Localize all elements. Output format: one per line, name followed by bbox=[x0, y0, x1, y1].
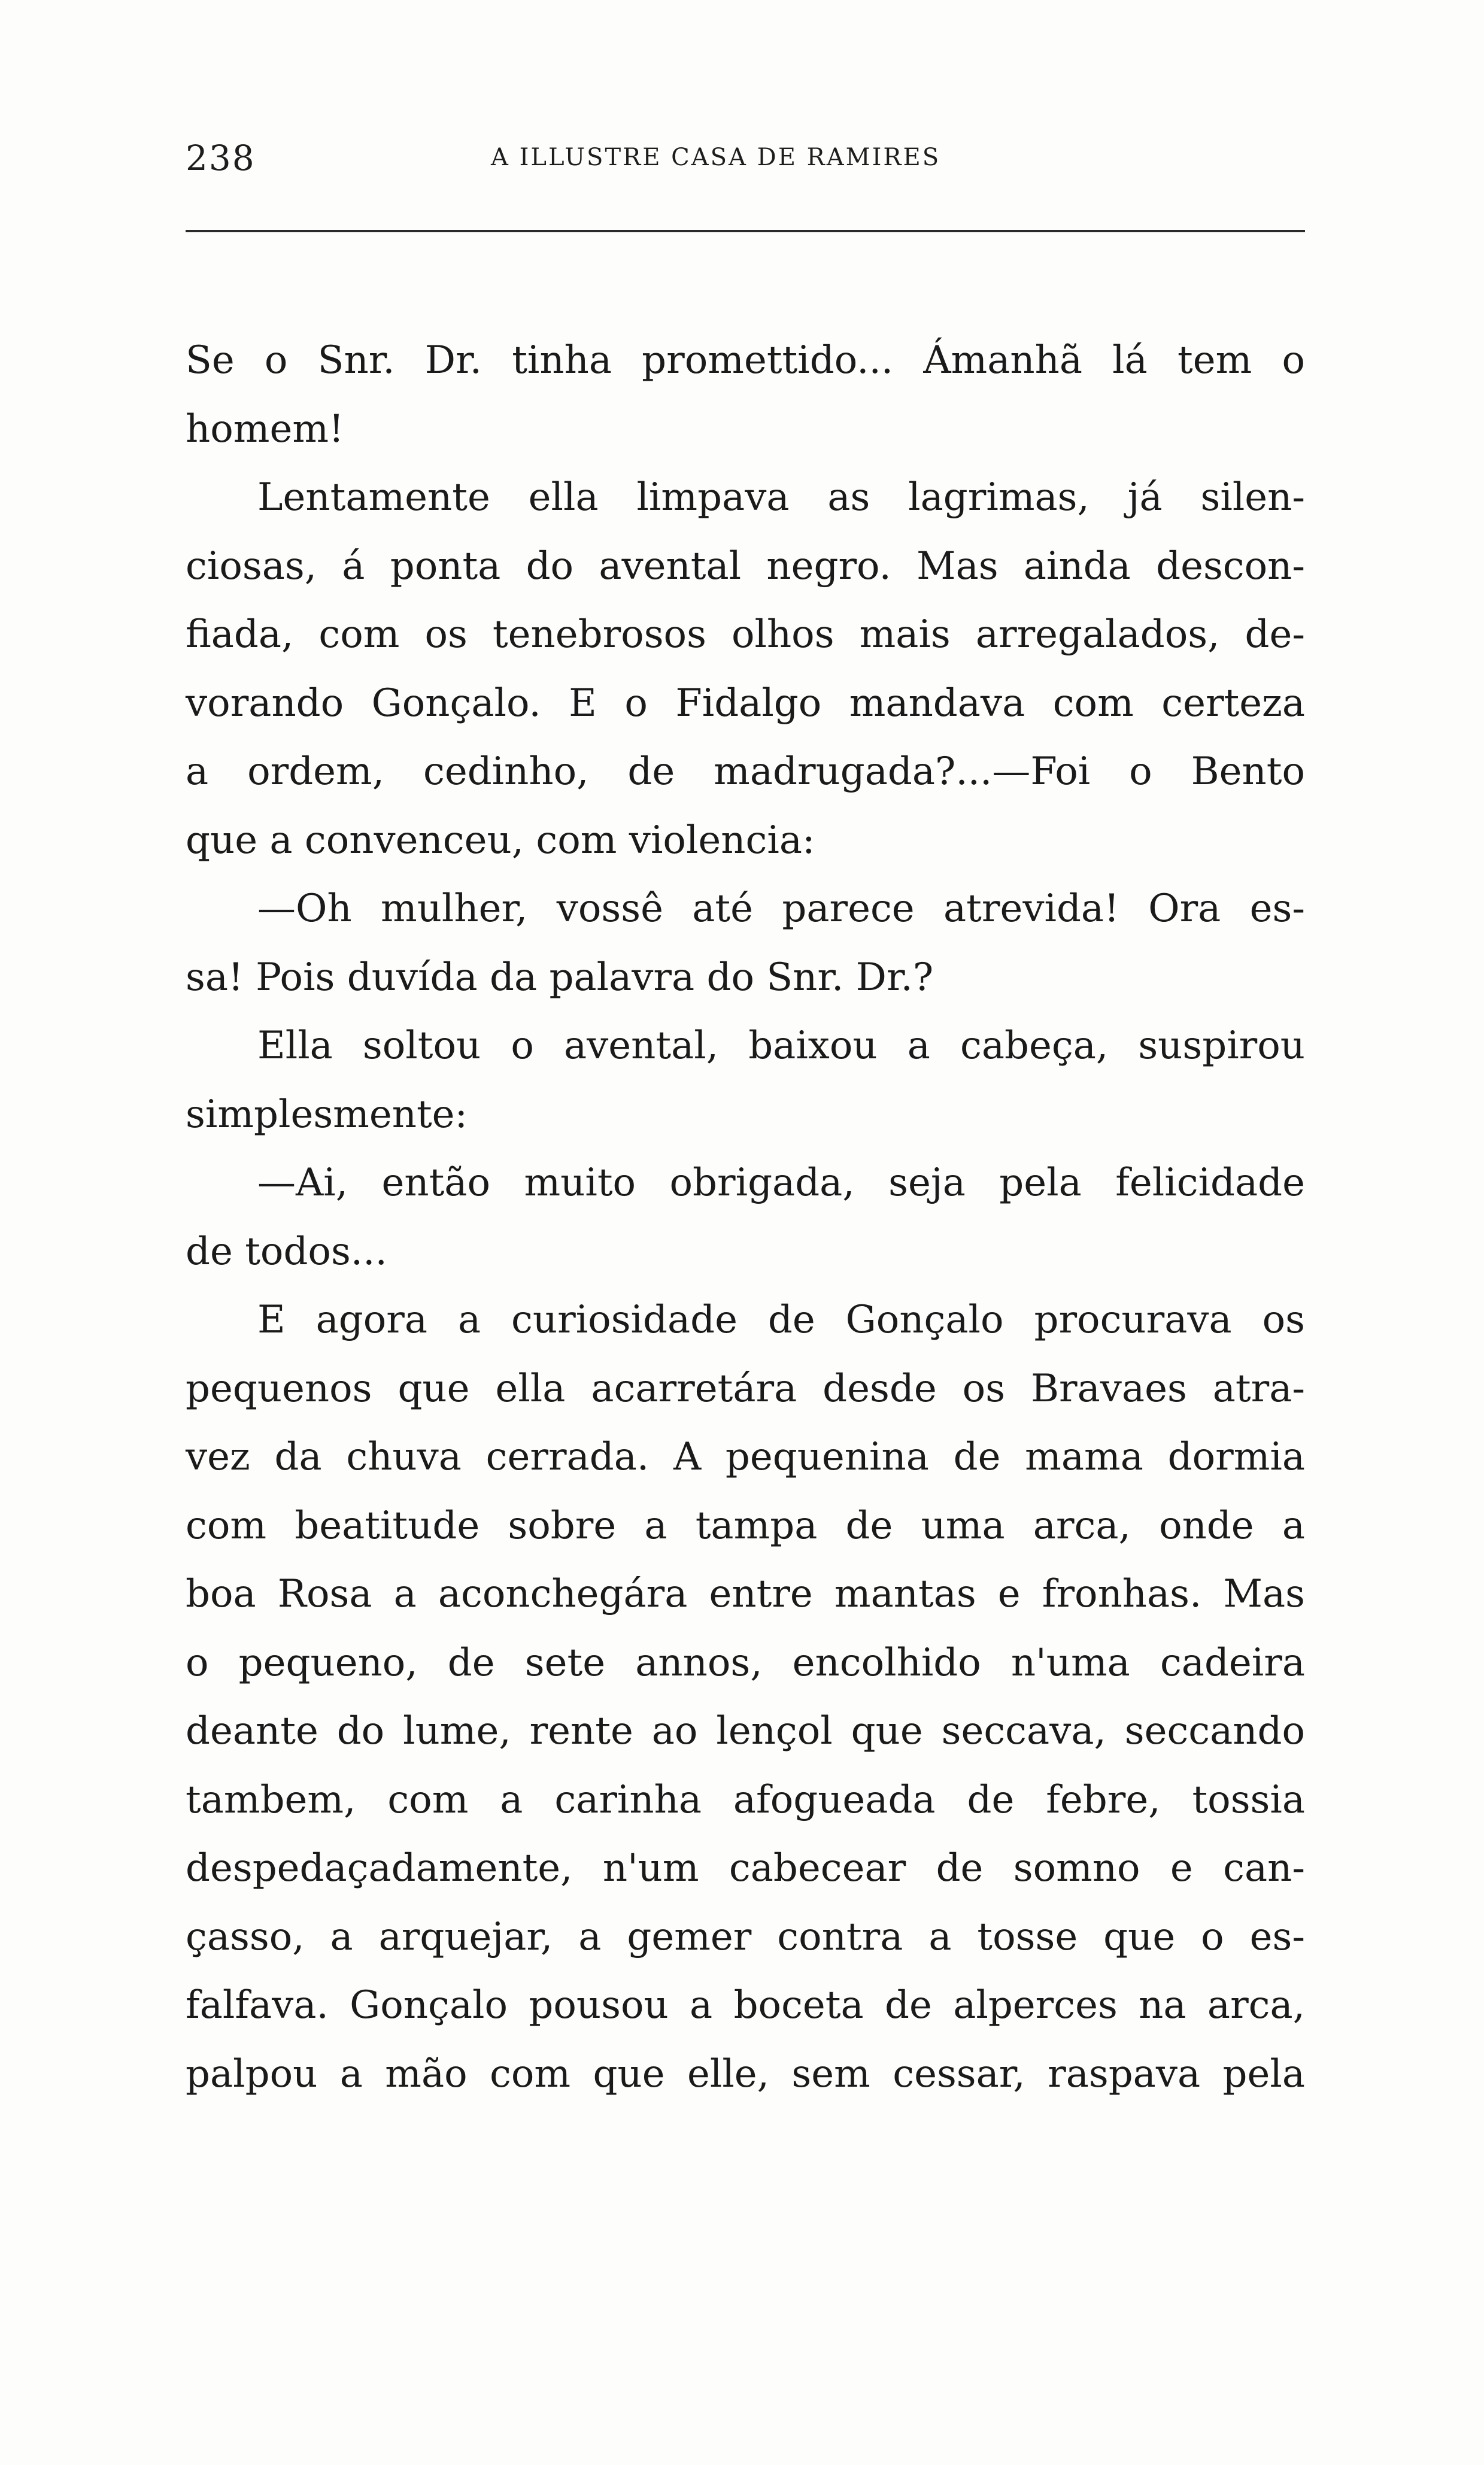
text-line: çasso, a arquejar, a gemer contra a tosse que o es- bbox=[186, 1914, 1305, 1959]
text-line: que a convenceu, com violencia: bbox=[186, 818, 815, 863]
text-line: boa Rosa a aconchegára entre mantas e fronhas. Mas bbox=[186, 1572, 1305, 1616]
page-header bbox=[186, 138, 1299, 186]
text-line: tambem, com a carinha afogueada de febre, tossia bbox=[186, 1777, 1305, 1822]
text-line: ciosas, á ponta do avental negro. Mas ainda descon- bbox=[186, 544, 1305, 588]
body-text bbox=[186, 326, 1305, 2108]
text-line: palpou a mão com que elle, sem cessar, raspava pela bbox=[186, 2051, 1305, 2096]
text-line: Lentamente ella limpava as lagrimas, já silen- bbox=[257, 475, 1305, 520]
text-line: fiada, com os tenebrosos olhos mais arregalados, de- bbox=[186, 612, 1305, 657]
text-line: Ella soltou o avental, baixou a cabeça, suspirou bbox=[257, 1024, 1305, 1068]
text-line: com beatitude sobre a tampa de uma arca, onde a bbox=[186, 1503, 1305, 1548]
header-rule bbox=[186, 230, 1305, 232]
text-line: vez da chuva cerrada. A pequenina de mama dormia bbox=[186, 1435, 1305, 1479]
text-line: de todos... bbox=[186, 1229, 387, 1274]
text-line: —Oh mulher, vossê até parece atrevida! Ora es- bbox=[257, 887, 1305, 931]
text-line: homem! bbox=[186, 406, 344, 451]
page-number: 238 bbox=[186, 138, 256, 178]
text-line: o pequeno, de sete annos, encolhido n'uma cadeira bbox=[186, 1640, 1305, 1685]
text-line: a ordem, cedinho, de madrugada?...—Foi o Bento bbox=[186, 749, 1305, 794]
text-line: falfava. Gonçalo pousou a boceta de alperces na arca, bbox=[186, 1983, 1305, 2027]
running-title: A ILLUSTRE CASA DE RAMIRES bbox=[491, 144, 941, 171]
text-line: —Ai, então muito obrigada, seja pela felicidade bbox=[257, 1161, 1305, 1205]
text-line: simplesmente: bbox=[186, 1092, 468, 1137]
text-line: E agora a curiosidade de Gonçalo procurava os bbox=[257, 1298, 1305, 1342]
text-line: pequenos que ella acarretára desde os Bravaes atra- bbox=[186, 1366, 1305, 1411]
text-line: sa! Pois duvída da palavra do Snr. Dr.? bbox=[186, 955, 934, 1000]
text-line: deante do lume, rente ao lençol que seccava, seccando bbox=[186, 1709, 1305, 1753]
text-line: Se o Snr. Dr. tinha promettido... Ámanhã lá tem o bbox=[186, 338, 1305, 382]
text-line: despedaçadamente, n'um cabecear de somno e can- bbox=[186, 1846, 1305, 1890]
text-line: vorando Gonçalo. E o Fidalgo mandava com certeza bbox=[186, 681, 1305, 725]
